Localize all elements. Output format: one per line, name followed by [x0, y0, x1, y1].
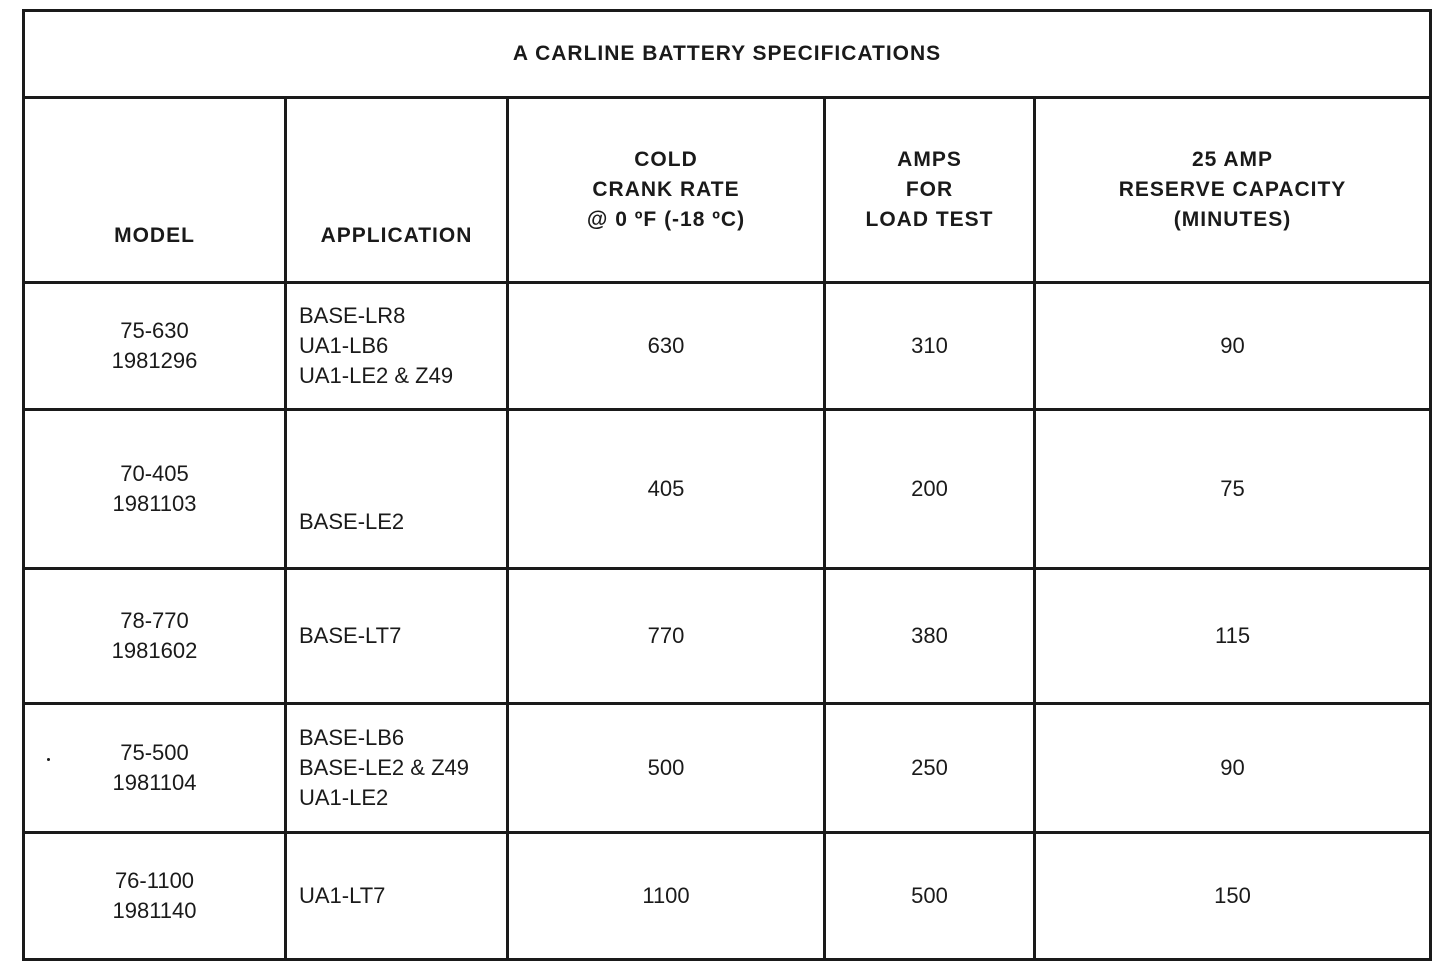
application-line: UA1-LE2	[299, 785, 389, 810]
model-number: 75-500	[120, 740, 189, 765]
table-row	[24, 410, 1431, 569]
header-reserve-line: (MINUTES)	[1173, 208, 1292, 231]
cell-amps-load: 500	[825, 833, 1035, 960]
application-line: BASE-LE2	[299, 509, 405, 534]
cell-model	[24, 283, 286, 410]
part-number: 1981296	[111, 348, 198, 373]
model-number: 75-630	[120, 318, 189, 343]
cell-model	[24, 569, 286, 704]
application-line: BASE-LR8	[299, 303, 406, 328]
cell-reserve: 115	[1035, 569, 1431, 704]
header-reserve-line: RESERVE CAPACITY	[1118, 178, 1347, 201]
part-number: 1981140	[112, 898, 197, 923]
header-application	[286, 98, 508, 283]
table-row	[24, 833, 1431, 960]
cell-model	[24, 833, 286, 960]
table-title: A CARLINE BATTERY SPECIFICATIONS	[24, 11, 1431, 98]
part-number: 1981103	[112, 491, 197, 516]
header-amps-load	[825, 98, 1035, 283]
cell-reserve: 75	[1035, 410, 1431, 569]
header-application-text: APPLICATION	[320, 224, 473, 247]
header-cold-crank-line: COLD	[634, 148, 698, 171]
application-line: BASE-LT7	[299, 623, 402, 648]
cell-application	[286, 283, 508, 410]
cell-model	[24, 410, 286, 569]
cell-reserve: 150	[1035, 833, 1431, 960]
scan-speck	[47, 758, 50, 761]
header-cold-crank-line: CRANK RATE	[592, 178, 740, 201]
battery-spec-table	[22, 9, 1432, 961]
cell-cold-crank: 1100	[508, 833, 825, 960]
header-amps-load-line: LOAD TEST	[865, 208, 994, 231]
cell-cold-crank: 405	[508, 410, 825, 569]
cell-cold-crank: 630	[508, 283, 825, 410]
cell-amps-load: 310	[825, 283, 1035, 410]
application-line: BASE-LB6	[299, 725, 405, 750]
cell-application	[286, 569, 508, 704]
model-number: 76-1100	[114, 868, 195, 893]
header-amps-load-line: AMPS	[897, 148, 962, 171]
cell-amps-load: 200	[825, 410, 1035, 569]
table-row	[24, 283, 1431, 410]
cell-application	[286, 833, 508, 960]
cell-reserve: 90	[1035, 283, 1431, 410]
cell-cold-crank: 500	[508, 704, 825, 833]
header-row	[24, 98, 1431, 283]
title-row	[24, 11, 1431, 98]
header-reserve	[1035, 98, 1431, 283]
cell-amps-load: 250	[825, 704, 1035, 833]
header-cold-crank	[508, 98, 825, 283]
cell-model	[24, 704, 286, 833]
model-number: 70-405	[120, 461, 189, 486]
application-line: BASE-LE2 & Z49	[299, 755, 469, 780]
header-reserve-line: 25 AMP	[1191, 148, 1274, 171]
application-line: UA1-LT7	[299, 883, 386, 908]
cell-reserve: 90	[1035, 704, 1431, 833]
cell-application	[286, 410, 508, 569]
cell-amps-load: 380	[825, 569, 1035, 704]
header-cold-crank-line: @ 0 ºF (-18 ºC)	[586, 208, 746, 231]
header-model	[24, 98, 286, 283]
table-row	[24, 569, 1431, 704]
part-number: 1981602	[111, 638, 198, 663]
header-model-text: MODEL	[114, 224, 195, 247]
cell-application	[286, 704, 508, 833]
header-amps-load-line: FOR	[905, 178, 954, 201]
application-line: UA1-LB6	[299, 333, 389, 358]
part-number: 1981104	[112, 770, 197, 795]
table-row	[24, 704, 1431, 833]
application-line: UA1-LE2 & Z49	[299, 363, 454, 388]
cell-cold-crank: 770	[508, 569, 825, 704]
model-number: 78-770	[120, 608, 189, 633]
